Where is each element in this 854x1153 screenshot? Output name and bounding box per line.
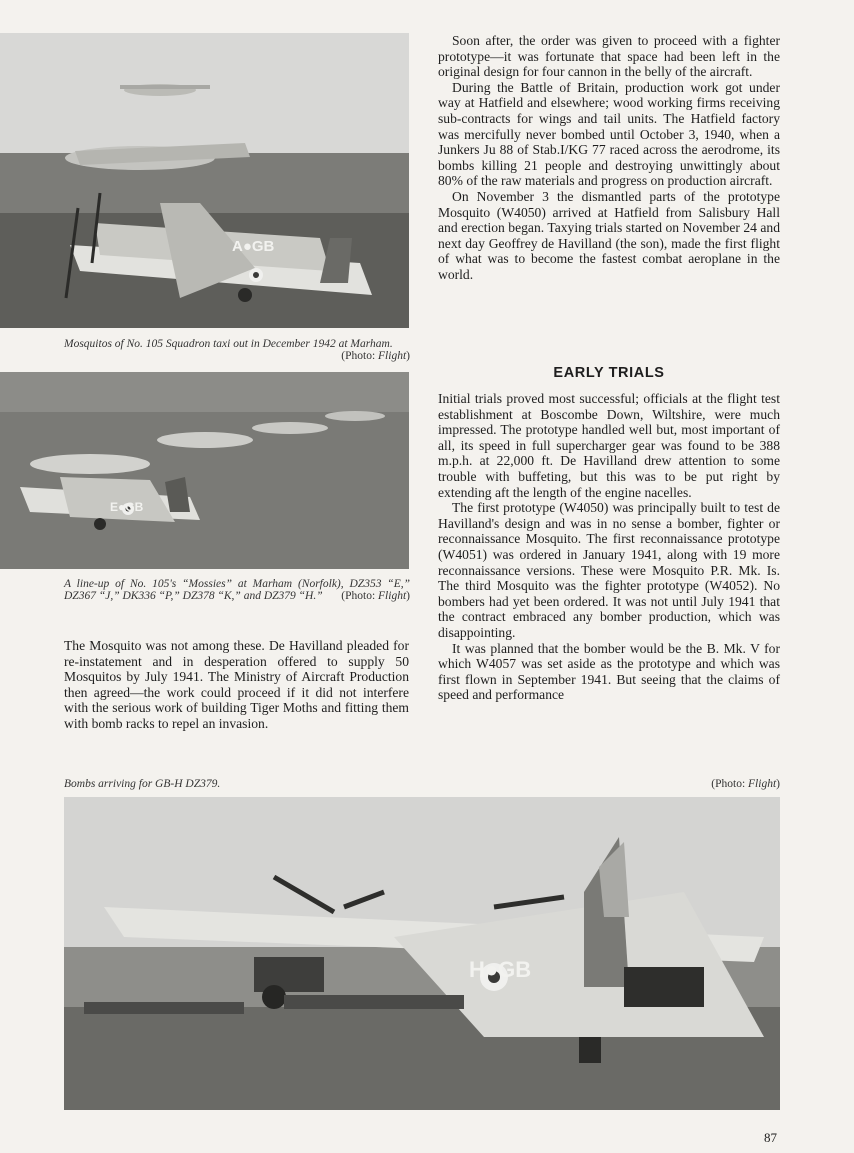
photo-taxi-illustration (0, 33, 409, 328)
caption-text: A line-up of No. 105's “Mossies” at Marham (Norfolk), DZ353 “E,” DZ367 “J,” DK336 “P,” DZ378 “K,” and DZ379 “H.” (64, 578, 410, 602)
photo-mosquito-line-up (0, 372, 409, 569)
caption-text: Bombs arriving for GB-H DZ379. (64, 778, 221, 790)
aircraft-code-marking: H●GB (469, 957, 532, 982)
page-number: 87 (764, 1130, 777, 1145)
credit-prefix: (Photo: (711, 778, 749, 790)
credit-source: Flight (748, 778, 777, 790)
left-column-text (64, 638, 409, 732)
paragraph: It was planned that the bomber would be the B. Mk. V for which W4057 was set aside as the prototype and which was first flown in September 1941. But seeing that the claims of speed and performance (438, 640, 780, 703)
photo-line-up-illustration (0, 372, 409, 569)
credit-prefix: (Photo: (341, 350, 379, 362)
paragraph: The first prototype (W4050) was principally built to test de Havilland's design and was in no sense a bomber, fighter or reconnaissance Mosquito. The first reconnaissance prototype (W4051) was ordered in January 1941, along with 19 more reconnaissance versions. These were Mosquito P.R. Mk. Is. The third Mosquito was the fighter prototype (W4052). No bombers had yet been ordered. It was not until July 1941 that the contract embraced any bomber production, which was disappointing. (438, 500, 780, 640)
credit-source: Flight (378, 590, 407, 602)
caption-text: Mosquitos of No. 105 Squadron taxi out in December 1942 at Marham. (64, 338, 393, 350)
paragraph: The Mosquito was not among these. De Havilland pleaded for re-instatement and in desperation offered to supply 50 Mosquitos by July 1941. The Ministry of Aircraft Production then agreed—the work could proceed if it did not interfere with the serious work of building Tiger Moths and fitting them with bomb racks to repel an invasion. (64, 638, 409, 731)
photo-credit (341, 350, 410, 362)
paragraph: On November 3 the dismantled parts of the prototype Mosquito (W4050) arrived at Hatfield from Salisbury Hall and erection began. Taxying trials started on November 24 and next day Geoffrey de Havilland (the son), made the first flight of what was to become the fastest combat aeroplane in the world. (438, 188, 780, 282)
photo-mosquitos-taxiing (0, 33, 409, 328)
middle-photo-caption (64, 578, 410, 602)
bottom-photo-caption (64, 778, 780, 790)
photo-bombs-arriving (64, 797, 780, 1110)
paragraph: During the Battle of Britain, production work got under way at Hatfield and elsewhere; wood working firms receiving sub-contracts for wings and tail units. The Hatfield factory was mercifully never bombed until October 3, 1940, when a Junkers Ju 88 of Stab.I/KG 77 raced across the aerodrome, its bombs killing 21 people and destroying unwittingly about 80% of the raw materials and progress on production aircraft. (438, 79, 780, 189)
credit-source: Flight (378, 350, 407, 362)
photo-credit (711, 778, 780, 790)
credit-prefix: (Photo: (341, 590, 379, 602)
aircraft-code-marking: E●GB (110, 500, 144, 514)
photo-bombs-illustration (64, 797, 780, 1110)
paragraph: Initial trials proved most successful; officials at the flight test establishment at Boscombe Down, Wiltshire, were much impressed. The prototype handled well but, most important of all, its speed in full supercharger gear was found to be 388 m.p.h. at 22,000 ft. De Havilland drew attention to some trouble with buffeting, but this was to be put right by extending aft the length of the engine nacelles. (438, 391, 780, 500)
aircraft-code-marking: A●GB (232, 238, 275, 255)
credit-suffix: ) (776, 778, 780, 790)
paragraph: Soon after, the order was given to proceed with a fighter prototype—it was fortunate that space had been left in the original design for four cannon in the belly of the aircraft. (438, 33, 780, 80)
right-column-text (438, 33, 780, 283)
top-photo-caption (64, 338, 410, 362)
right-column-text-continued (438, 391, 780, 703)
section-heading: EARLY TRIALS (553, 365, 665, 381)
credit-suffix: ) (406, 590, 410, 602)
photo-credit (341, 590, 410, 602)
credit-suffix: ) (406, 350, 410, 362)
